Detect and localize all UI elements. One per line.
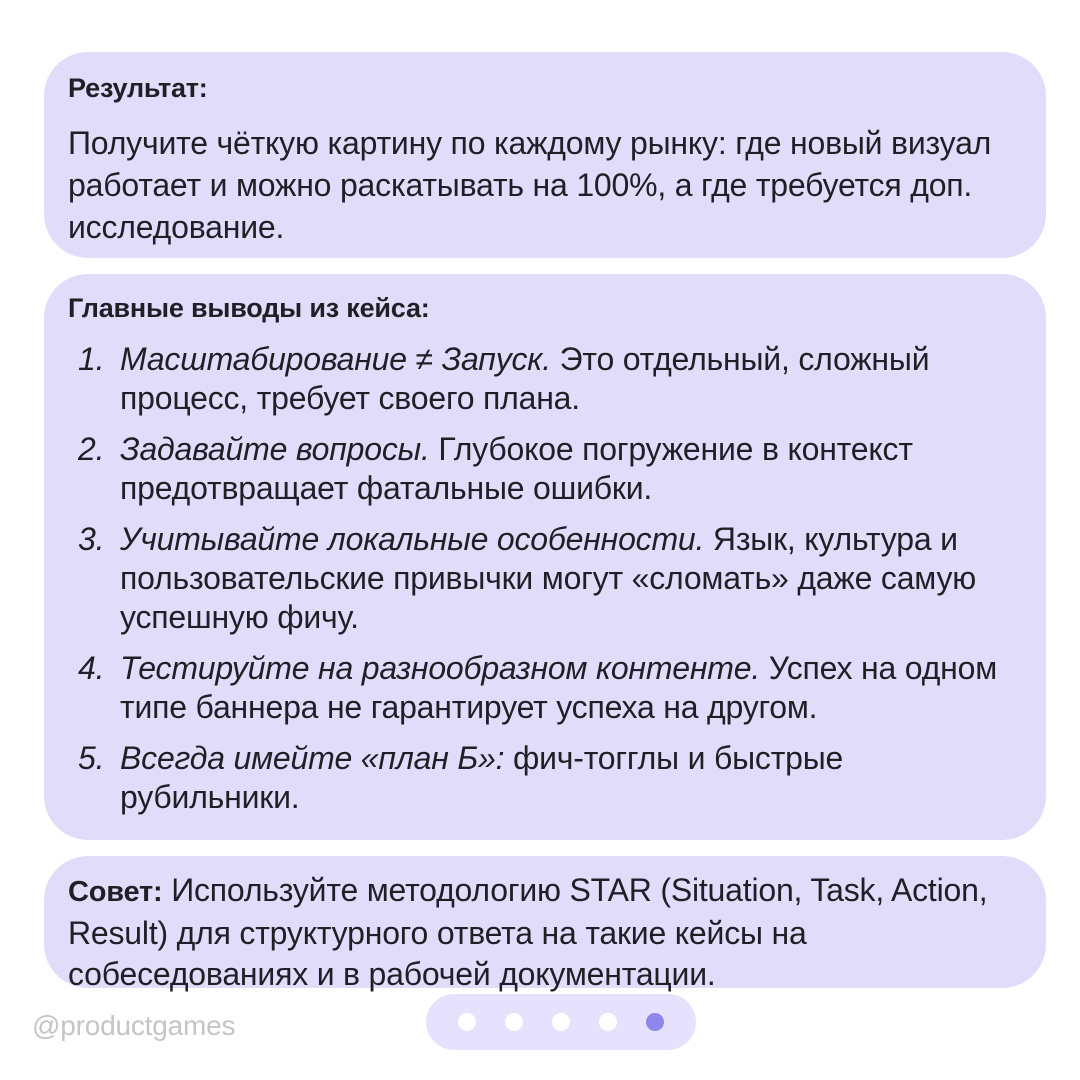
tip-text: Используйте методологию STAR (Situation, Task, Action, Result) для структурного ответа на такие кейсы на собеседованиях и в рабочей документации.: [68, 872, 988, 992]
finding-text: Язык, культура и пользовательские привычки могут «сломать» даже самую успешную фичу.: [120, 521, 977, 635]
result-heading: Результат:: [68, 73, 208, 103]
page-dot[interactable]: [599, 1013, 617, 1031]
page-dot[interactable]: [552, 1013, 570, 1031]
author-handle: @productgames: [32, 1010, 236, 1041]
finding-item: [68, 340, 1016, 418]
findings-list: [68, 340, 1016, 817]
finding-item: [68, 649, 1016, 727]
finding-item: [68, 430, 1016, 508]
finding-text: Успех на одном типе баннера не гарантирует успеха на другом.: [120, 650, 998, 725]
findings-heading: Главные выводы из кейса:: [68, 293, 430, 323]
result-card: [44, 52, 1046, 258]
finding-lead: Задавайте вопросы.: [120, 431, 430, 467]
finding-item: [68, 739, 1016, 817]
finding-text: Это отдельный, сложный процесс, требует своего плана.: [120, 341, 930, 416]
tip-label: Совет:: [68, 876, 163, 908]
finding-number: 5.: [78, 740, 105, 776]
page-dot-active[interactable]: [646, 1013, 664, 1031]
result-text: Получите чёткую картину по каждому рынку: где новый визуал работает и можно раскатывать на 100%, а где требуется доп. исследование.: [68, 125, 992, 245]
finding-number: 4.: [78, 650, 105, 686]
finding-item: [68, 520, 1016, 637]
tip-paragraph: [68, 870, 1016, 995]
finding-number: 3.: [78, 521, 105, 557]
findings-card: [44, 274, 1046, 840]
finding-number: 1.: [78, 341, 105, 377]
finding-lead: Тестируйте на разнообразном контенте.: [120, 650, 761, 686]
finding-text: Глубокое погружение в контекст предотвращает фатальные ошибки.: [120, 431, 913, 506]
tip-card: [44, 856, 1046, 992]
finding-text: фич-тогглы и быстрые рубильники.: [120, 740, 844, 815]
page-indicator: [426, 994, 696, 1050]
finding-number: 2.: [78, 431, 105, 467]
finding-lead: Всегда имейте «план Б»:: [120, 740, 505, 776]
page-dot[interactable]: [458, 1013, 476, 1031]
finding-lead: Масштабирование ≠ Запуск.: [120, 341, 551, 377]
page-dot[interactable]: [505, 1013, 523, 1031]
finding-lead: Учитывайте локальные особенности.: [120, 521, 705, 557]
